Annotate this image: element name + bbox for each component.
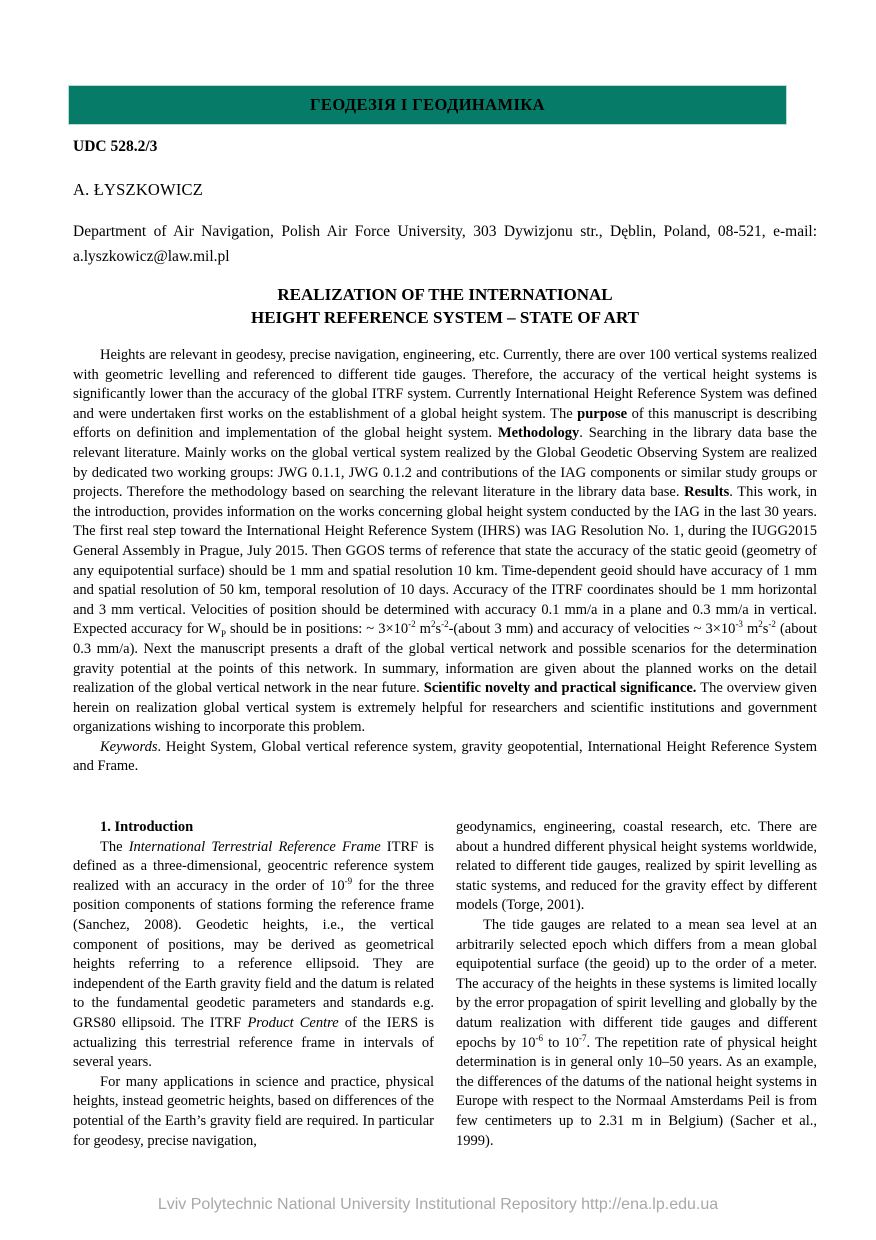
author-name: A. ŁYSZKOWICZ — [73, 180, 203, 199]
author-affiliation: Department of Air Navigation, Polish Air Force University, 303 Dywizjonu str., Dęblin, Poland, 08-521, e-mail: a.lyszkowicz@law.mil.pl — [73, 223, 817, 265]
section-banner — [68, 85, 787, 125]
abstract-paragraph: Heights are relevant in geodesy, precise navigation, engineering, etc. Currently, there are over 100 vertical systems realized with geometric levelling and referenced to different tide gauges. Therefore, the accuracy of the vertical height systems is significantly lower than the accuracy of the global ITRF system. Currently International Height Reference System was defined and were undertaken first works on the establishment of a global height system. The purpose of this manuscript is describing efforts on definition and implementation of the global height system. Methodology. Searching in the library data base the relevant literature. Mainly works on the global vertical system realized by the Global Geodetic Observing System are realized by dedicated two working groups: JWG 0.1.1, JWG 0.1.2 and contributions of the IAG components or similar study groups or projects. Therefore the methodology based on searching the relevant literature in the library data base. Results. This work, in the introduction, provides information on the works concerning global height system conducted by the IAG in the last 30 years. The first real step toward the International Height Reference System (IHRS) was IAG Resolution No. 1, during the IUGG2015 General Assembly in Prague, July 2015. Then GGOS terms of reference that state the accuracy of the static geoid (geometry of any equipotential surface) should be 1 mm and spatial resolution 10 km. Time-dependent geoid should have accuracy of 1 mm and spatial resolution of 50 km, temporal resolution of 10 days. Accuracy of the ITRF coordinates should be 1 mm horizontal and 3 mm vertical. Velocities of position should be determined with accuracy 0.1 mm/a in a plane and 0.3 mm/a in vertical. Expected accuracy for $W_P$ should be in positions: ~ $3\times 10^{-2}$ $m^2s^{-2}-(about$ 3 mm) and accuracy of velocities ~ $3\times 10^{-3}$ $m^2s^{-2}$ (about 0.3 mm/a). Next the manuscript presents a draft of the global vertical network and possible scenarios for the determination gravity potential at the points of this network. In summary, information are given about the planned works on the detail realization of the global vertical network in the near future. Scientific novelty and practical significance. The overview given herein on realization global vertical system is extremely helpful for researchers and scientific institutions and government organizations wishing to incorporate this problem. — [73, 347, 818, 736]
section-heading-introduction: 1. Introduction — [100, 819, 194, 835]
udc-code: UDC 528.2/3 — [73, 138, 158, 155]
body-paragraph: The tide gauges are related to a mean sea level at an arbitrarily selected epoch which differs from a mean global equipotential surface (the geoid) up to the order of a meter. The accuracy of the heights in these systems is limited locally by the error propagation of spirit levelling and globally by the datum realization with different tide gauges and different epochs by $10^{-6}$ to $10^{-7}$. The repetition rate of physical height determination is in general only 10–50 years. As an example, the differences of the datums of the national height systems in Europe with respect to the Normaal Amsterdams Peil is from few centimeters up to 2.31 m in Belgium) (Sacher et al., 1999). — [456, 916, 818, 1149]
abstract-block — [73, 346, 817, 777]
body-paragraph: For many applications in science and practice, physical heights, instead geometric heights, based on differences of the potential of the Earth’s gravity field are required. In particular for geodesy, precise navigation, — [73, 1073, 434, 1149]
body-paragraph: geodynamics, engineering, coastal research, etc. There are about a hundred different physical height systems worldwide, related to different tide gauges, realized by spirit levelling as static systems, and reduced for the gravity effect by different models (Torge, 2001). — [456, 819, 817, 914]
article-title-line2: HEIGHT REFERENCE SYSTEM – STATE OF ART — [251, 308, 639, 327]
left-column — [73, 818, 434, 1151]
article-title-line1: REALIZATION OF THE INTERNATIONAL — [277, 285, 613, 304]
repository-footer: Lviv Polytechnic National University Institutional Repository http://ena.lp.edu.ua — [157, 1196, 719, 1213]
article-title — [73, 283, 817, 329]
section-banner-title: ГЕОДЕЗІЯ І ГЕОДИНАМІКА — [310, 95, 545, 114]
body-paragraph: The International Terrestrial Reference Frame ITRF is defined as a three-dimensional, geocentric reference system realized with an accuracy in the order of $10^{-9}$ for the three position components of stations forming the reference frame (Sanchez, 2008). Geodetic heights, i.e., the vertical component of positions, may be derived as geometrical heights referring to a reference ellipsoid. They are independent of the Earth gravity field and the datum is related to the fundamental geodetic parameters and standards e.g. GRS80 ellipsoid. The ITRF Product Centre of the IERS is actualizing this terrestrial reference frame in intervals of several years. — [73, 838, 435, 1071]
keywords-paragraph: Keywords. Height System, Global vertical reference system, gravity geopotential, International Height Reference System and Frame. — [73, 738, 817, 775]
right-column — [456, 818, 817, 1151]
two-column-body — [73, 818, 817, 1151]
